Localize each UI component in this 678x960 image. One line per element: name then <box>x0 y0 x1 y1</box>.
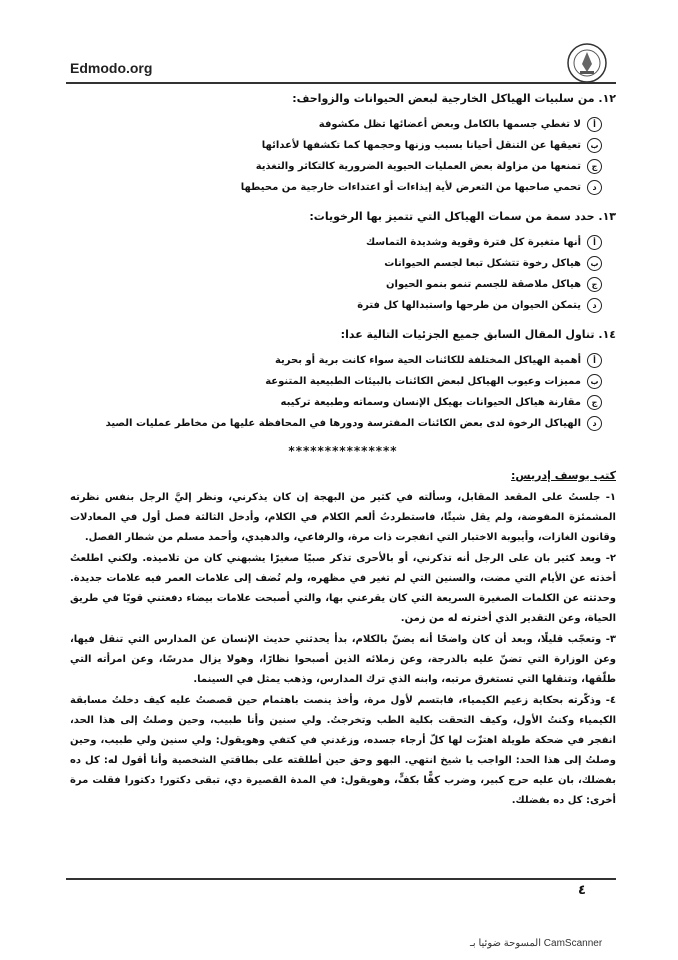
option-text: هياكل رخوة تتشكل تبعا لجسم الحيوانات <box>384 258 581 269</box>
paragraph: ٣- وتعجّب قليلًا، وبعد أن كان واضحًا أنه يضنّ بالكلام، بدأ يحدثني حديث الإنسان عن المدارس التي تنقل فيها، وعن الوزارة التي تضنّ عليه بالدرجة، وعن زملائه الذين أصبحوا نظارًا، وهولا يزال مدرسًا، وعن امرأته التي طلّقها، وتنقلها التي تستغرق مرتبه، وابنه الذي ترك المدارس، وذهب يمثل في السينما. <box>70 634 616 685</box>
option-text: يتمكن الحيوان من طرحها واستبدالها كل فترة <box>357 300 581 311</box>
paragraph: ٢- وبعد كثير بان على الرجل أنه تذكرني، أو بالأحرى تذكر صبيًا صغيرًا يشبهني كان من تلاميذه. ولكني اطلعتُ أخذته عن الأيام التي مضت، والسنين التي لم تغير في مظهره، ولم تُضف إلى علامات العمر فيه علامات جديدة. وحدثته عن الكلمات الصغيرة السريعة التي كان يقرعني بها، والتي أصبحت علامات بيضاء دفعتني قويًا في طريق الحياة، وعن التقدير الذي أخترته له من زمن. <box>70 553 616 624</box>
option-item[interactable] <box>70 114 602 135</box>
option-item[interactable] <box>70 295 602 316</box>
option-letter: ب <box>587 256 602 271</box>
section-separator: *************** <box>288 444 398 458</box>
option-text: مميزات وعيوب الهياكل لبعض الكائنات بالبيئات الطبيعية المتنوعة <box>265 376 581 387</box>
scanner-watermark: المسوحة ضوئيا بـ CamScanner <box>470 938 603 949</box>
option-letter: د <box>587 416 602 431</box>
document-content <box>70 90 616 812</box>
option-text: تحمي صاحبها من التعرض لأية إيذاءات أو اعتداءات خارجية من محيطها <box>240 182 581 193</box>
option-letter: أ <box>587 353 602 368</box>
question-title: ١٢. من سلبيات الهياكل الخارجية لبعض الحيوانات والزواحف: <box>292 92 616 105</box>
option-letter: ج <box>587 159 602 174</box>
option-item[interactable] <box>70 371 602 392</box>
option-item[interactable] <box>70 392 602 413</box>
option-text: الهياكل الرخوة لدى بعض الكائنات المفترسة ودورها في المحافظة عليها من مخاطر عمليات الصيد <box>105 418 581 429</box>
option-item[interactable] <box>70 253 602 274</box>
site-name: Edmodo.org <box>70 60 153 76</box>
question-title: ١٤. تناول المقال السابق جميع الجزئيات التالية عدا: <box>340 328 616 341</box>
option-letter: د <box>587 298 602 313</box>
option-text: أهمية الهياكل المختلفة للكائنات الحية سواء كانت برية أو بحرية <box>274 355 581 366</box>
option-item[interactable] <box>70 177 602 198</box>
option-item[interactable] <box>70 232 602 253</box>
option-text: أنها متغيرة كل فترة وقوية وشديدة التماسك <box>365 237 581 248</box>
option-item[interactable] <box>70 350 602 371</box>
option-letter: أ <box>587 235 602 250</box>
question-13 <box>70 208 616 316</box>
reading-passage <box>70 468 616 811</box>
option-text: مقارنة هياكل الحيوانات بهيكل الإنسان وسماته وطبيعة تركيبه <box>280 397 581 408</box>
question-12 <box>70 90 616 198</box>
paragraph: ١- جلستُ على المقعد المقابل، وسألته في كثير من البهجة إن كان يذكرني، ونظر إليَّ الرجل بنفس نظرته المشمئزة المفوضة، ولم يقل شيئًا، فاستطردتُ ألعم الكلام في الكلام، وأدخل الثالثة فصل أول في المعادلات وقانون الغازات، وأيبوبة الاختبار التي انفجرت ذات مرة، والرفاعي، والدهيدي، وأحمد مسلم من شطار الفصل. <box>70 492 616 543</box>
option-letter: أ <box>587 117 602 132</box>
options-list <box>70 232 616 316</box>
option-item[interactable] <box>70 413 602 434</box>
paragraph: ٤- وذكّرته بحكاية زعيم الكيمياء، فابتسم لأول مرة، وأخذ ينصت باهتمام حين قصصتُ عليه كيف دخلتُ مسابقة الكيمياء وكنتُ الأول، وكيف التحقت بكلية الطب وتخرجتُ. ولي سنين وأنا طبيب، وحين وصلتُ إلى هذا الحد، انفجر في ضحكة طويلة اهتزّت لها كلّ أرجاء جسده، وزغدني في كتفي وهويقول: ولي سنين ولي طبيب، وحين وصلتُ إلى هذا الحد: الواجب يا شيخ انتهي. البهو وحق حين أطلقته على بطاقتي الشخصية وأنا أقول له: كل ده بفضلك، بان عليه حرج كبير، وضرب كفًّا بكفٍّ، وهويقول: في المدة القصيرة دي، تبقى دكتور! دكتورا فقلت مرة أخرى: كل ده بفضلك. <box>70 695 616 806</box>
option-item[interactable] <box>70 135 602 156</box>
section-title: كتب يوسف إدريس: <box>511 469 616 482</box>
options-list <box>70 350 616 434</box>
option-letter: د <box>587 180 602 195</box>
option-letter: ب <box>587 138 602 153</box>
ministry-seal-icon <box>566 42 608 84</box>
option-item[interactable] <box>70 274 602 295</box>
option-item[interactable] <box>70 156 602 177</box>
option-letter: ب <box>587 374 602 389</box>
option-text: هياكل ملاصقة للجسم تنمو بنمو الحيوان <box>385 279 581 290</box>
footer-divider <box>66 878 616 880</box>
option-letter: ج <box>587 277 602 292</box>
option-text: تمنعها من مزاولة بعض العمليات الحيوية الضرورية كالتكاثر والتغذية <box>255 161 581 172</box>
question-14 <box>70 326 616 434</box>
option-text: تعيقها عن التنقل أحيانا بسبب وزنها وحجمها كما تكشفها لأعدائها <box>261 140 581 151</box>
header-divider <box>66 82 616 84</box>
option-text: لا تغطي جسمها بالكامل وبعض أعضائها تظل مكشوفة <box>318 119 581 130</box>
options-list <box>70 114 616 198</box>
page-number: ٤ <box>578 883 586 898</box>
option-letter: ج <box>587 395 602 410</box>
question-title: ١٣. حدد سمة من سمات الهياكل التي تتميز بها الرخويات: <box>309 210 616 223</box>
